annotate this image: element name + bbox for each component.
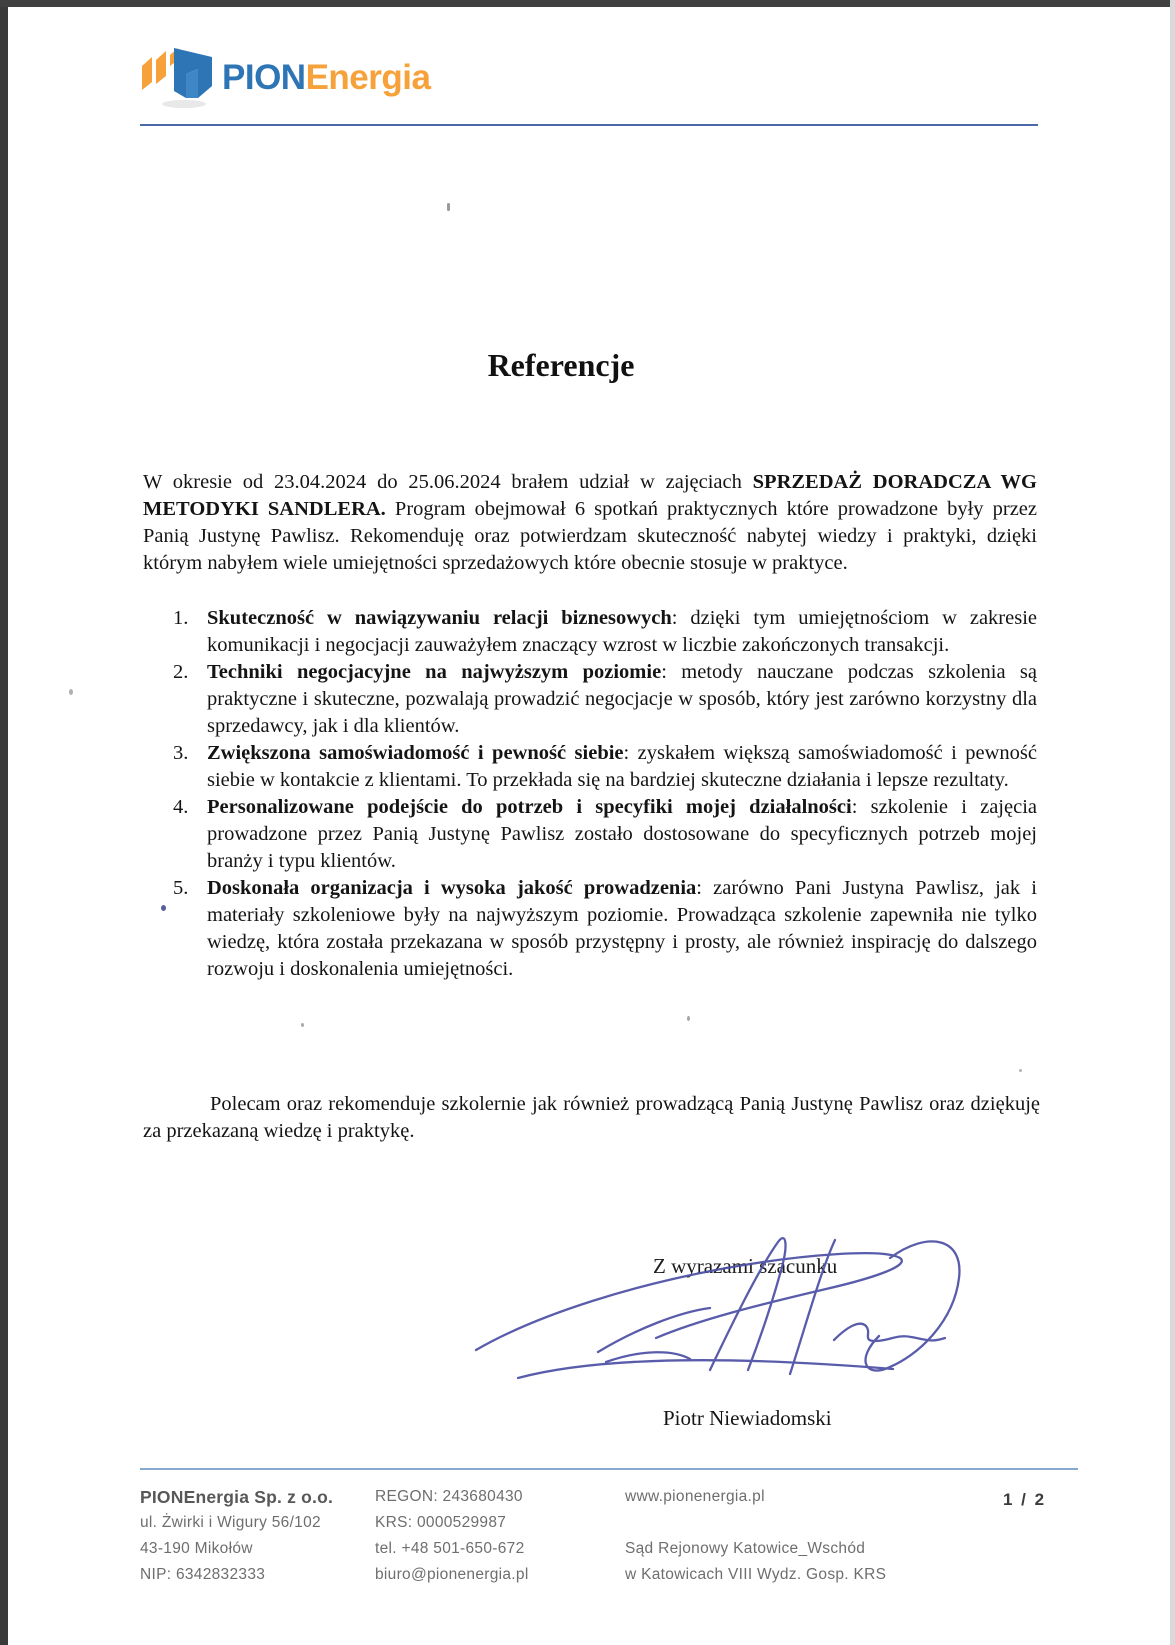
- intro-pre: W okresie od 23.04.2024 do 25.06.2024 brałem udział w zajęciach: [143, 470, 753, 493]
- scan-artifact: [447, 203, 450, 211]
- list-item-text: : zarówno Pani Justyna Pawlisz, jak i materiały szkoleniowe były na najwyższym poziomie. Prowadząca szkolenie zapewniła nie tylko wiedzę, która została przekazana w sposób przystępny i prosty, ale również inspirację do dalszego rozwoju i doskonalenia umiejętności.: [207, 877, 1037, 980]
- scan-edge-right: [1170, 0, 1175, 1645]
- list-item-title: Personalizowane podejście do potrzeb i specyfiki mojej działalności: [207, 796, 852, 818]
- footer-web-column: [625, 1484, 925, 1588]
- pion-cube-icon: [140, 46, 216, 110]
- scan-edge-top: [0, 0, 1175, 7]
- header-divider: [140, 124, 1038, 126]
- logo-text-pion: PION: [222, 58, 306, 97]
- list-item-number: 5.: [173, 877, 189, 899]
- logo-text-energia: Energia: [305, 58, 431, 97]
- footer-krs: KRS: 0000529987: [375, 1514, 507, 1531]
- footer-regon: REGON: 243680430: [375, 1488, 523, 1505]
- document-title: Referencje: [487, 347, 635, 384]
- handwritten-signature: [458, 1228, 973, 1380]
- footer-court-line1: Sąd Rejonowy Katowice_Wschód: [625, 1540, 866, 1557]
- signature-salutation: Z wyrazami szacunku: [653, 1254, 838, 1278]
- page-number: 1 / 2: [1003, 1490, 1047, 1509]
- footer-company-street: ul. Żwirki i Wigury 56/102: [140, 1514, 321, 1531]
- footer-registry-column: [375, 1484, 625, 1588]
- company-logo: [140, 46, 430, 110]
- list-item-number: 2.: [173, 661, 189, 683]
- scan-artifact: [301, 1023, 304, 1027]
- list-item: [173, 605, 1037, 659]
- footer-email: biuro@pionenergia.pl: [375, 1566, 529, 1583]
- footer-company-column: [140, 1484, 375, 1588]
- footer-website: www.pionenergia.pl: [625, 1488, 765, 1505]
- list-item-number: 1.: [173, 607, 189, 629]
- signatory-name: Piotr Niewiadomski: [663, 1406, 832, 1430]
- footer-company-nip: NIP: 6342832333: [140, 1566, 266, 1583]
- intro-paragraph: [143, 469, 1037, 577]
- list-item: [173, 875, 1037, 983]
- list-item-title: Doskonała organizacja i wysoka jakość prowadzenia: [207, 877, 697, 899]
- intro-bold-course-name: SPRZEDAŻ DORADCZA WG METODYKI SANDLERA.: [143, 470, 1037, 520]
- list-item: [173, 659, 1037, 740]
- list-item-title: Skuteczność w nawiązywaniu relacji biznesowych: [207, 607, 672, 629]
- list-item: [173, 740, 1037, 794]
- list-item-text: : dzięki tym umiejętnościom w zakresie komunikacji i negocjacji zauważyłem znaczący wzrost w liczbie zakończonych transakcji.: [207, 607, 1037, 656]
- list-item-text: : metody nauczane podczas szkolenia są praktyczne i skuteczne, pozwalają prowadzić negocjacje w sposób, który jest zarówno korzystny dla sprzedawcy, jak i dla klientów.: [207, 661, 1038, 737]
- intro-post: Program obejmował 6 spotkań praktycznych które prowadzone były przez Panią Justynę Pawlisz. Rekomenduję oraz potwierdzam skuteczność nabytej wiedzy i praktyki, dzięki którym nabyłem wiele umiejętności sprzedażowych które obecnie stosuje w praktyce.: [143, 497, 1038, 574]
- scan-artifact: [69, 689, 73, 695]
- footer-spacer: [625, 1510, 925, 1536]
- benefits-list: [143, 605, 1037, 983]
- scan-edge-left: [0, 0, 8, 1645]
- scan-artifact: [161, 905, 166, 911]
- list-item-text: : szkolenie i zajęcia prowadzone przez Panią Justynę Pawlisz zostało dostosowane do specyficznych potrzeb mojej branży i typu klientów.: [207, 796, 1037, 872]
- footer-court-line2: w Katowicach VIII Wydz. Gosp. KRS: [625, 1566, 887, 1583]
- scan-artifact: [1019, 1069, 1022, 1072]
- scan-artifact: [687, 1016, 690, 1021]
- list-item-title: Techniki negocjacyjne na najwyższym poziomie: [207, 661, 662, 683]
- list-item-number: 3.: [173, 742, 189, 764]
- closing-paragraph: Polecam oraz rekomenduje szkolernie jak również prowadzącą Panią Justynę Pawlisz oraz dziękuję za przekazaną wiedzę i praktykę.: [143, 1092, 1040, 1142]
- signature-block: [143, 1228, 1063, 1458]
- footer: [140, 1484, 1100, 1588]
- list-item-text: : zyskałem większą samoświadomość i pewność siebie w kontakcie z klientami. To przekłada się na bardziej skuteczne działania i lepsze rezultaty.: [207, 742, 1038, 791]
- list-item: [173, 794, 1037, 875]
- logo-wordmark: [222, 58, 430, 98]
- list-item-title: Zwiększona samoświadomość i pewność siebie: [207, 742, 624, 764]
- footer-divider: [140, 1468, 1078, 1470]
- footer-phone: tel. +48 501-650-672: [375, 1540, 525, 1557]
- footer-company-name: PIONEnergia Sp. z o.o.: [140, 1487, 334, 1507]
- footer-company-city: 43-190 Mikołów: [140, 1540, 253, 1557]
- list-item-number: 4.: [173, 796, 189, 818]
